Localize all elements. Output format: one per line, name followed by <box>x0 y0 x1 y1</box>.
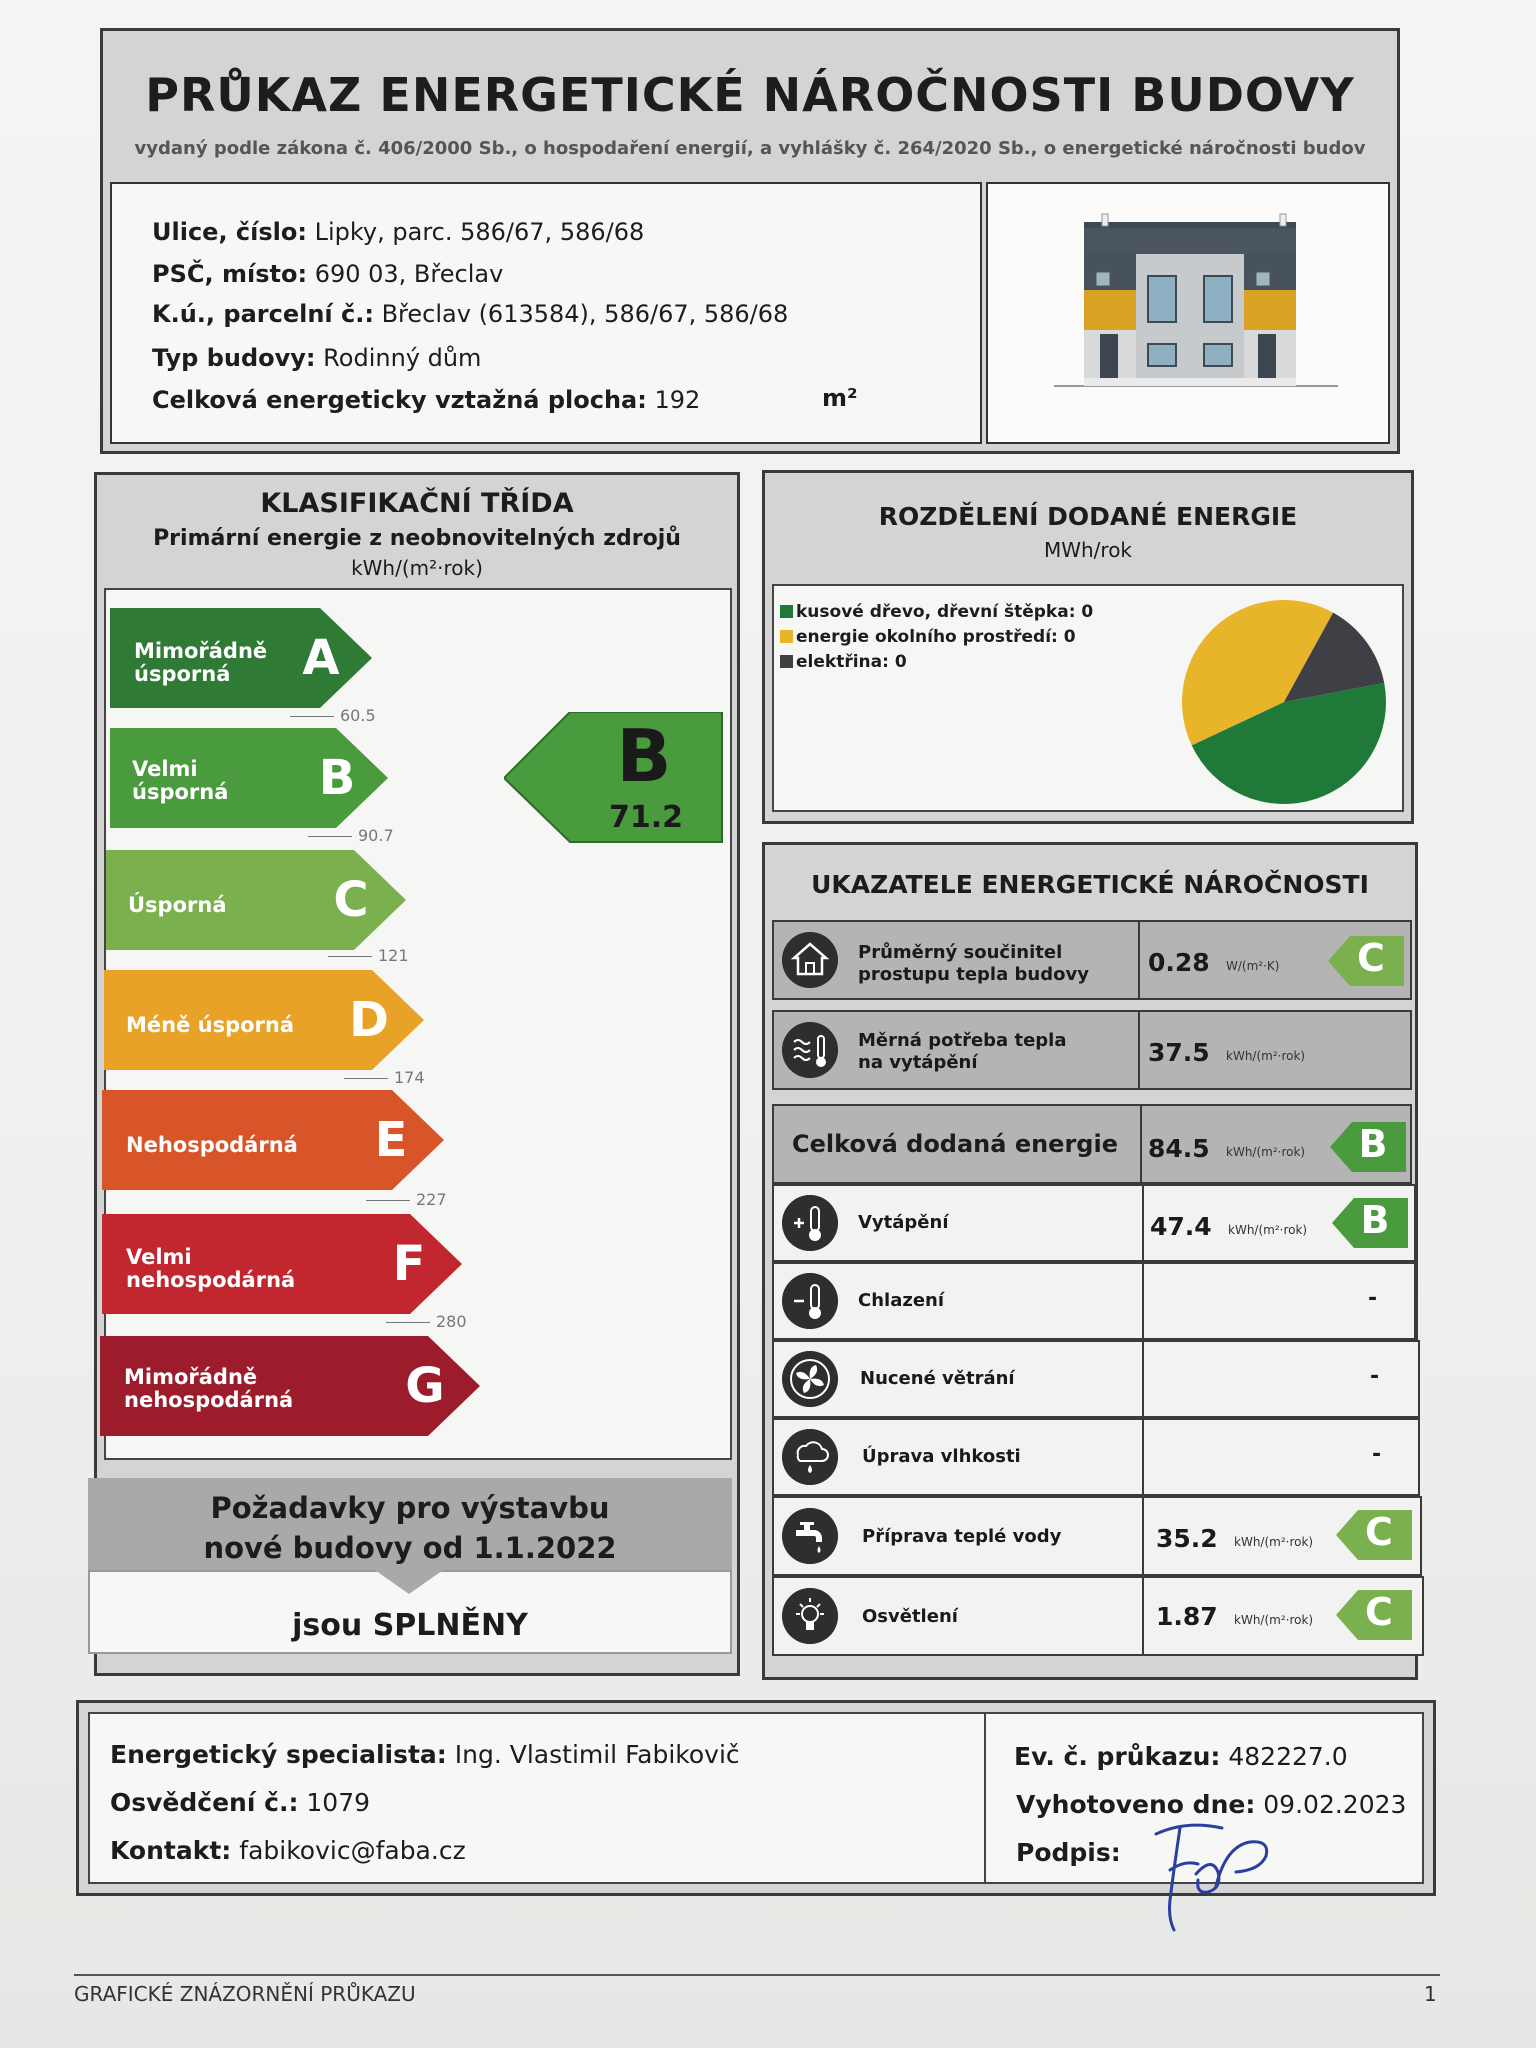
band-c-threshold: 121 <box>328 946 409 965</box>
classification-title: KLASIFIKAČNÍ TŘÍDA <box>260 488 574 519</box>
type-label: Typ budovy: <box>152 344 316 372</box>
band-e-label: Nehospodárná <box>126 1133 298 1157</box>
indicator-label-humidity: Úprava vlhkosti <box>862 1446 1021 1467</box>
band-b-letter: B <box>318 750 356 806</box>
indicator-label-total-energy: Celková dodaná energie <box>792 1130 1118 1158</box>
indicator-value-hot-water: 35.2 <box>1156 1524 1218 1553</box>
indicator-unit-total-energy: kWh/(m²·rok) <box>1226 1145 1306 1159</box>
specialist-value: Ing. Vlastimil Fabikovič <box>454 1740 740 1769</box>
cert-label: Osvědčení č.: <box>110 1788 299 1817</box>
band-d-letter: D <box>349 992 389 1048</box>
indicator-label-heating: Vytápění <box>858 1212 949 1233</box>
classification-subtitle: Primární energie z neobnovitelných zdrojů <box>153 526 681 551</box>
indicators-title: UKAZATELE ENERGETICKÉ NÁROČNOSTI <box>811 870 1369 899</box>
signature <box>1140 1814 1280 1938</box>
legend-swatch-ambient <box>780 630 793 643</box>
humidity-icon <box>782 1429 838 1485</box>
indicator-value-cooling: - <box>1368 1286 1378 1311</box>
band-f-label: Velmi nehospodárná <box>126 1245 296 1292</box>
type-value: Rodinný dům <box>323 344 482 372</box>
indicator-unit-heat-transfer: W/(m²·K) <box>1226 959 1280 973</box>
band-c-label: Úsporná <box>128 893 227 917</box>
indicator-label-cooling: Chlazení <box>858 1290 945 1311</box>
current-class-value: 71.2 <box>608 800 684 835</box>
building-photo <box>986 182 1390 444</box>
indicator-separator <box>1138 1010 1140 1090</box>
band-a-threshold: 60.5 <box>290 706 376 725</box>
distribution-title: ROZDĚLENÍ DODANÉ ENERGIE <box>878 502 1298 531</box>
indicator-separator <box>1138 920 1140 1000</box>
page-footer-text: GRAFICKÉ ZNÁZORNĚNÍ PRŮKAZU <box>74 1982 416 2006</box>
sign-line <box>1016 1838 1121 1867</box>
faucet-icon <box>782 1508 838 1564</box>
zip-value: 690 03, Břeclav <box>314 260 504 288</box>
indicator-class-heating: B <box>1360 1198 1390 1242</box>
legend-swatch-electricity <box>780 655 793 668</box>
distribution-unit: MWh/rok <box>1043 538 1133 562</box>
indicator-class-total-energy: B <box>1358 1122 1388 1166</box>
type-line <box>152 344 481 372</box>
current-class-letter: B <box>616 714 672 798</box>
fan-icon <box>782 1351 838 1407</box>
band-b-threshold: 90.7 <box>308 826 394 845</box>
legend-swatch-wood <box>780 605 793 618</box>
area-label: Celková energeticky vztažná plocha: <box>152 386 647 414</box>
sign-label: Podpis: <box>1016 1838 1121 1867</box>
requirements-pointer <box>372 1568 446 1596</box>
contact-value: fabikovic@faba.cz <box>239 1836 466 1865</box>
indicator-value-ventilation: - <box>1370 1364 1380 1389</box>
band-g-letter: G <box>405 1358 445 1414</box>
band-a-label: Mimořádně úsporná <box>134 639 268 686</box>
indicator-label-heat-transfer: Průměrný součinitel prostupu tepla budovy <box>858 942 1089 985</box>
cooling-icon <box>782 1273 838 1329</box>
contact-line <box>110 1836 466 1865</box>
indicator-value-heating: 47.4 <box>1150 1212 1212 1241</box>
area-line <box>152 386 700 414</box>
cert-value: 1079 <box>306 1788 371 1817</box>
indicator-unit-hot-water: kWh/(m²·rok) <box>1234 1535 1314 1549</box>
requirements-title: Požadavky pro výstavbu nové budovy od 1.1.2022 <box>203 1491 617 1565</box>
band-b-label: Velmi úsporná <box>132 757 229 804</box>
area-value: 192 <box>654 386 701 414</box>
legend-item-electricity: elektřina: 0 <box>780 652 907 672</box>
date-label: Vyhotoveno dne: <box>1016 1790 1256 1819</box>
classification-unit: kWh/(m²·rok) <box>351 556 483 580</box>
indicator-class-lighting: C <box>1365 1590 1393 1634</box>
date-value: 09.02.2023 <box>1263 1790 1407 1819</box>
indicator-value-lighting: 1.87 <box>1156 1602 1218 1631</box>
cert-line <box>110 1788 370 1817</box>
parcel-value: Břeclav (613584), 586/67, 586/68 <box>381 300 789 328</box>
indicator-label-lighting: Osvětlení <box>862 1606 958 1627</box>
legend-item-ambient: energie okolního prostředí: 0 <box>780 627 1076 647</box>
specialist-label: Energetický specialista: <box>110 1740 447 1769</box>
distribution-pie-chart <box>1174 596 1394 808</box>
band-e-threshold: 227 <box>366 1190 447 1209</box>
street-line <box>152 218 644 246</box>
house-icon <box>782 932 838 988</box>
area-unit: m² <box>822 384 858 412</box>
band-f-letter: F <box>392 1236 426 1292</box>
indicator-unit-lighting: kWh/(m²·rok) <box>1234 1613 1314 1627</box>
indicator-separator <box>1142 1184 1144 1656</box>
band-g-label: Mimořádně nehospodárná <box>124 1365 294 1412</box>
page-footer-rule <box>74 1974 1440 1976</box>
indicator-value-total-energy: 84.5 <box>1148 1134 1210 1163</box>
indicator-label-hot-water: Příprava teplé vody <box>862 1526 1062 1547</box>
lightbulb-icon <box>782 1588 838 1644</box>
specialist-line <box>110 1740 740 1769</box>
legend-item-wood: kusové dřevo, dřevní štěpka: 0 <box>780 602 1093 622</box>
indicator-value-humidity: - <box>1372 1442 1382 1467</box>
contact-label: Kontakt: <box>110 1836 232 1865</box>
indicator-label-heating-need: Měrná potřeba tepla na vytápění <box>858 1030 1067 1073</box>
band-d-label: Méně úsporná <box>126 1013 295 1037</box>
indicator-value-heat-transfer: 0.28 <box>1148 948 1210 977</box>
ev-label: Ev. č. průkazu: <box>1014 1742 1221 1771</box>
indicator-label-ventilation: Nucené větrání <box>860 1368 1015 1389</box>
building-illustration-icon <box>988 184 1388 442</box>
parcel-label: K.ú., parcelní č.: <box>152 300 374 328</box>
ev-line <box>1014 1742 1348 1771</box>
street-value: Lipky, parc. 586/67, 586/68 <box>314 218 645 246</box>
band-f-threshold: 280 <box>386 1312 467 1331</box>
zip-line <box>152 260 503 288</box>
document-title: PRŮKAZ ENERGETICKÉ NÁROČNOSTI BUDOVY <box>145 68 1355 122</box>
document-subtitle: vydaný podle zákona č. 406/2000 Sb., o hospodaření energií, a vyhlášky č. 264/2020 Sb., o energetické náročnosti budov <box>134 138 1366 159</box>
indicator-unit-heating: kWh/(m²·rok) <box>1228 1223 1308 1237</box>
parcel-line <box>152 300 788 328</box>
band-e-letter: E <box>374 1112 408 1168</box>
ev-value: 482227.0 <box>1228 1742 1348 1771</box>
page-number: 1 <box>1424 1982 1437 2006</box>
zip-label: PSČ, místo: <box>152 260 308 288</box>
requirements-result: jsou SPLNĚNY <box>292 1608 528 1643</box>
heat-thermometer-icon <box>782 1022 838 1078</box>
band-d-threshold: 174 <box>344 1068 425 1087</box>
indicator-separator <box>1140 1104 1142 1184</box>
indicator-unit-heating-need: kWh/(m²·rok) <box>1226 1049 1306 1063</box>
street-label: Ulice, číslo: <box>152 218 307 246</box>
indicator-class-hot-water: C <box>1365 1510 1393 1554</box>
band-a-letter: A <box>302 630 340 686</box>
band-c-letter: C <box>333 872 369 928</box>
heating-icon <box>782 1195 838 1251</box>
indicator-value-heating-need: 37.5 <box>1148 1038 1210 1067</box>
indicator-class-heat-transfer: C <box>1357 936 1385 980</box>
